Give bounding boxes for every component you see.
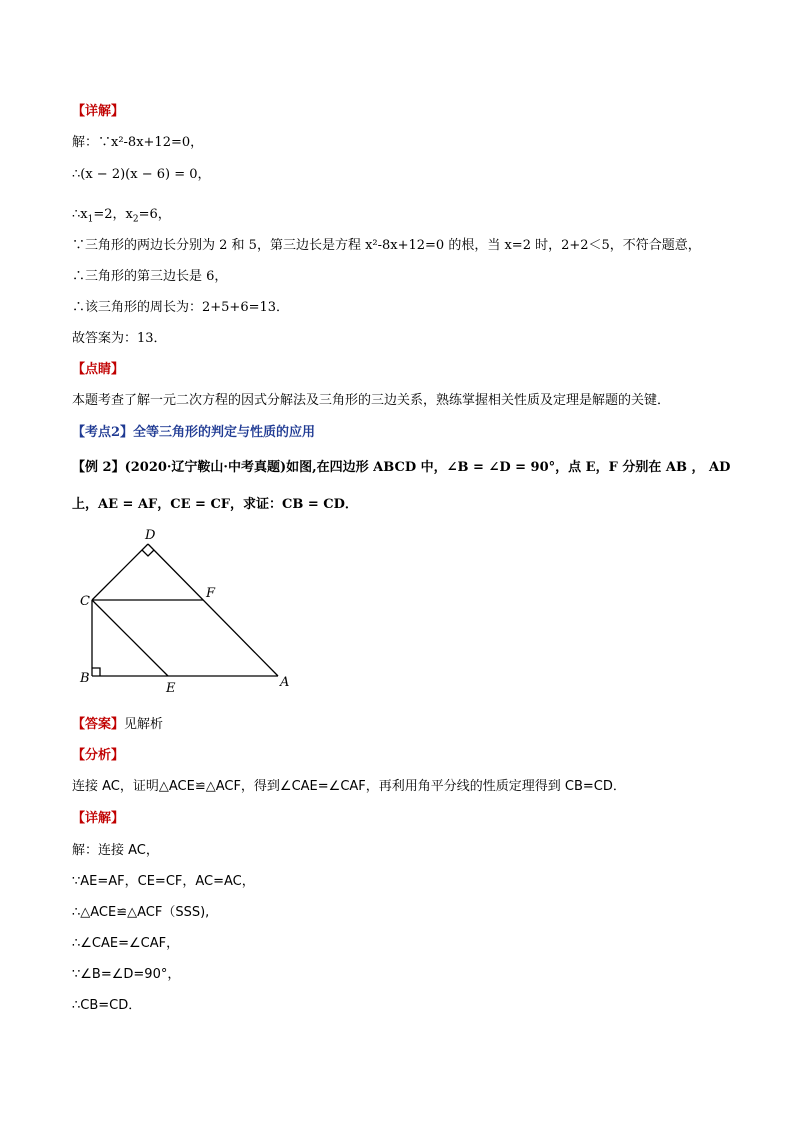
label-C: C <box>80 594 90 609</box>
solution-line-7: 故答案为：13． <box>72 331 167 346</box>
detail-header-2: 【详解】 <box>72 811 125 826</box>
quadrilateral-diagram <box>72 525 302 700</box>
analysis-header: 【分析】 <box>72 748 125 763</box>
proof-step-6: ∴CB=CD． <box>72 998 142 1013</box>
solution-line-5: ∴三角形的第三边长是 6， <box>72 269 228 284</box>
proof-step-5: ∵∠B=∠D=90°， <box>72 967 181 982</box>
label-A: A <box>280 675 290 690</box>
roots-mid: =2，x <box>93 207 133 222</box>
label-D: D <box>145 528 156 543</box>
example-line-1: 【例 2】(2020·辽宁鞍山·中考真题)如图,在四边形 ABCD 中，∠B = ∠D = 90°，点 E，F 分别在 AB ， AD <box>72 460 731 475</box>
label-E: E <box>166 681 176 696</box>
proof-step-2: ∵AE=AF，CE=CF，AC=AC， <box>72 874 255 889</box>
proof-step-4: ∴∠CAE=∠CAF， <box>72 936 180 951</box>
comment-text: 本题考查了解一元二次方程的因式分解法及三角形的三边关系，熟练掌握相关性质及定理是解题的关键． <box>72 393 671 408</box>
answer-header: 【答案】 <box>72 717 125 732</box>
right-angle-mark-D <box>142 550 154 556</box>
solution-line-6: ∴该三角形的周长为：2+5+6=13． <box>72 300 290 315</box>
label-B: B <box>80 671 90 686</box>
proof-step-1: 解：连接 AC， <box>72 843 159 858</box>
edge-CD <box>92 544 148 600</box>
analysis-text: 连接 AC，证明△ACE≌△ACF，得到∠CAE=∠CAF，再利用角平分线的性质定理得到 CB=CD． <box>72 779 626 794</box>
topic-header: 【考点2】全等三角形的判定与性质的应用 <box>72 425 316 440</box>
right-angle-mark-B <box>92 668 100 676</box>
proof-step-3: ∴△ACE≌△ACF（SSS), <box>72 905 210 920</box>
roots-prefix: ∴x <box>72 207 88 222</box>
detail-header-1: 【详解】 <box>72 104 125 119</box>
roots-suffix: =6， <box>138 207 171 222</box>
segment-CE <box>92 600 168 676</box>
solution-line-3 <box>72 206 171 229</box>
comment-header: 【点睛】 <box>72 362 125 377</box>
edge-DA <box>148 544 278 676</box>
roots-sub-2: 2 <box>132 214 139 225</box>
roots-sub-1: 1 <box>87 214 94 225</box>
label-F: F <box>206 586 216 601</box>
solution-line-1: 解：∵x²-8x+12=0， <box>72 135 204 150</box>
answer-text: 见解析 <box>124 717 164 732</box>
example-line-2: 上，AE = AF，CE = CF，求证：CB = CD． <box>72 497 358 512</box>
solution-line-4: ∵三角形的两边长分别为 2 和 5，第三边长是方程 x²-8x+12=0 的根，当 x=2 时，2+2＜5，不符合题意， <box>72 238 701 253</box>
solution-line-2: ∴(x − 2)(x − 6) = 0， <box>72 167 211 182</box>
answer-line <box>72 716 163 734</box>
quadrilateral-figure <box>72 525 302 700</box>
